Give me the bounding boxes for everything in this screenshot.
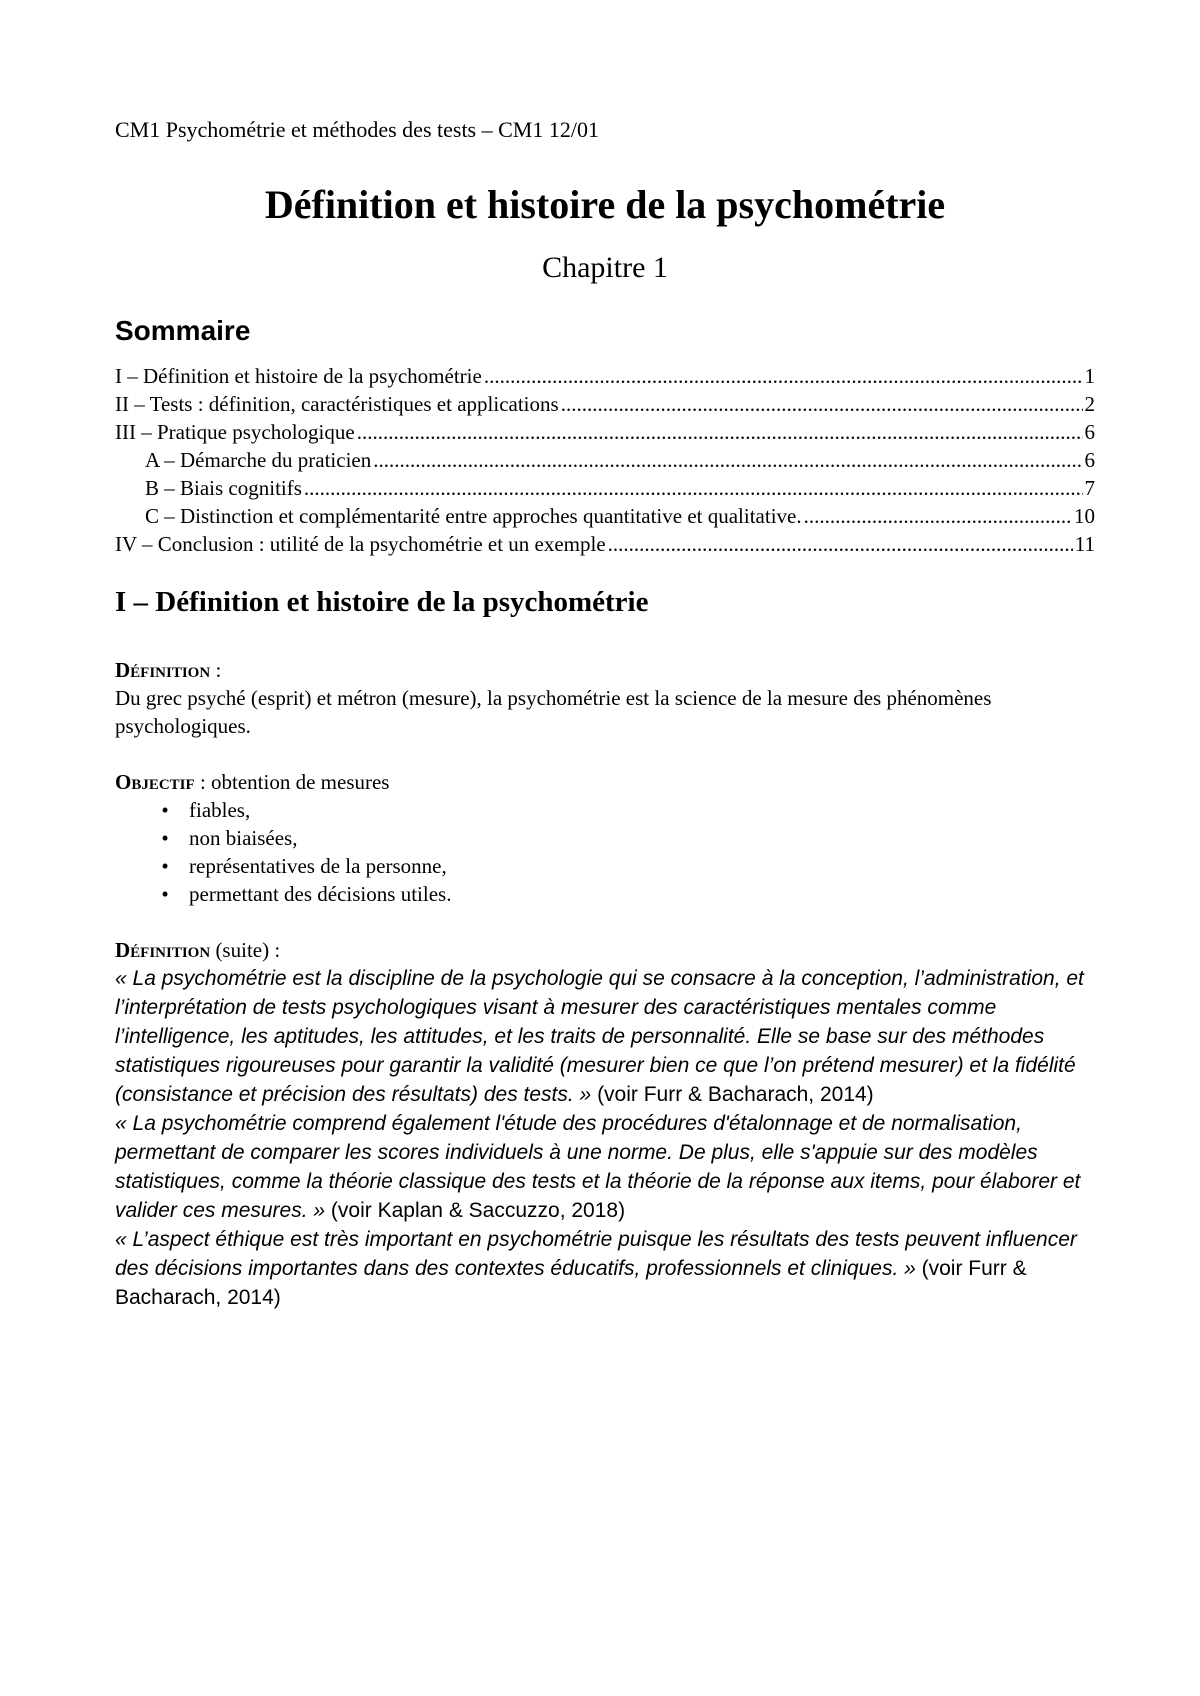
toc-leader-dots xyxy=(561,390,1083,418)
toc-entry-page: 6 xyxy=(1084,448,1095,472)
objective-text: : obtention de mesures xyxy=(194,770,390,794)
definition2-label-line xyxy=(115,936,1095,964)
toc-leader-dots xyxy=(304,474,1083,502)
toc-leader-dots xyxy=(357,418,1083,446)
toc-entry-page: 10 xyxy=(1074,504,1095,528)
quote-paragraph xyxy=(115,1225,1095,1312)
spacer xyxy=(115,908,1095,936)
definition-text: Du grec psyché (esprit) et métron (mesure), la psychométrie est la science de la mesure des phénomènes psychologiques. xyxy=(115,686,992,738)
toc-leader-dots xyxy=(804,502,1072,530)
quote-text: « La psychométrie est la discipline de la psychologie qui se consacre à la conception, l’administration, et l’interprétation de tests psychologiques visant à mesurer des caractéristiques mentales comme l’intelligence, les aptitudes, les attitudes, et les traits de personnalité. Elle se base sur des méthodes statistiques rigoureuses pour garantir la validité (mesurer bien ce que l’on prétend mesurer) et la fidélité (consistance et précision des résultats) des tests. » xyxy=(115,967,1084,1106)
toc-entry[interactable] xyxy=(115,362,1095,390)
toc-entry-title: IV – Conclusion : utilité de la psychométrie et un exemple xyxy=(115,532,606,556)
toc-leader-dots xyxy=(373,446,1082,474)
toc-subentry[interactable] xyxy=(115,474,1095,502)
list-item xyxy=(155,852,1095,880)
quote-text: « L’aspect éthique est très important en psychométrie puisque les résultats des tests peuvent influencer des décisions importantes dans des contextes éducatifs, professionnels et cliniques. » xyxy=(115,1228,1077,1280)
toc-entry[interactable] xyxy=(115,390,1095,418)
document-title: Définition et histoire de la psychométrie xyxy=(264,182,946,227)
list-item xyxy=(155,880,1095,908)
toc-entry-page: 7 xyxy=(1084,476,1095,500)
toc-entry-title: III – Pratique psychologique xyxy=(115,420,355,444)
list-item-text: non biaisées, xyxy=(189,826,298,850)
bullet-icon: • xyxy=(161,826,169,850)
toc-leader-dots xyxy=(484,362,1083,390)
toc-entry[interactable] xyxy=(115,418,1095,446)
list-item-text: permettant des décisions utiles. xyxy=(189,882,452,906)
toc-entry-title: A – Démarche du praticien xyxy=(145,448,372,472)
toc-entry-title: I – Définition et histoire de la psychométrie xyxy=(115,364,482,388)
toc-entry-title: II – Tests : définition, caractéristiques et applications xyxy=(115,392,559,416)
list-item xyxy=(155,824,1095,852)
definition2-suffix: (suite) : xyxy=(210,938,281,962)
objective-line xyxy=(115,768,1095,796)
bullet-icon: • xyxy=(161,882,169,906)
table-of-contents xyxy=(115,362,1095,558)
definition-label: Définition xyxy=(115,658,211,682)
list-item-text: fiables, xyxy=(189,798,251,822)
section-heading: I – Définition et histoire de la psychométrie xyxy=(115,586,649,618)
toc-entry-page: 6 xyxy=(1084,420,1095,444)
quote-citation: (voir Kaplan & Saccuzzo, 2018) xyxy=(325,1199,626,1222)
definition-label-line xyxy=(115,656,1095,684)
toc-entry-page: 11 xyxy=(1074,532,1095,556)
toc-entry-title: C – Distinction et complémentarité entre approches quantitative et qualitative. xyxy=(145,504,802,528)
objective-list xyxy=(115,796,1095,908)
list-item xyxy=(155,796,1095,824)
toc-subentry[interactable] xyxy=(115,502,1095,530)
bullet-icon: • xyxy=(161,798,169,822)
chapter-subtitle: Chapitre 1 xyxy=(542,251,668,284)
page-content xyxy=(115,116,1095,1312)
toc-subentry[interactable] xyxy=(115,446,1095,474)
toc-entry-page: 1 xyxy=(1084,364,1095,388)
definition-colon: : xyxy=(210,658,222,682)
list-item-text: représentatives de la personne, xyxy=(189,854,447,878)
quote-paragraph xyxy=(115,1109,1095,1225)
course-header: CM1 Psychométrie et méthodes des tests – CM1 12/01 xyxy=(115,117,599,142)
quote-citation: (voir Furr & Bacharach, 2014) xyxy=(115,1257,1027,1309)
toc-entry[interactable] xyxy=(115,530,1095,558)
quote-text: « La psychométrie comprend également l'étude des procédures d'étalonnage et de normalisation, permettant de comparer les scores individuels à une norme. De plus, elle s'appuie sur des modèles statistiques, comme la théorie classique des tests et la théorie de la réponse aux items, pour élaborer et valider ces mesures. » xyxy=(115,1112,1081,1222)
quote-citation: (voir Furr & Bacharach, 2014) xyxy=(591,1083,874,1106)
toc-entry-title: B – Biais cognitifs xyxy=(145,476,302,500)
spacer xyxy=(115,740,1095,768)
toc-leader-dots xyxy=(608,530,1073,558)
bullet-icon: • xyxy=(161,854,169,878)
toc-heading: Sommaire xyxy=(115,315,251,346)
definition2-label: Définition xyxy=(115,938,211,962)
objective-label: Objectif xyxy=(115,770,195,794)
toc-entry-page: 2 xyxy=(1084,392,1095,416)
quote-paragraph xyxy=(115,964,1095,1109)
spacer xyxy=(115,620,1095,656)
